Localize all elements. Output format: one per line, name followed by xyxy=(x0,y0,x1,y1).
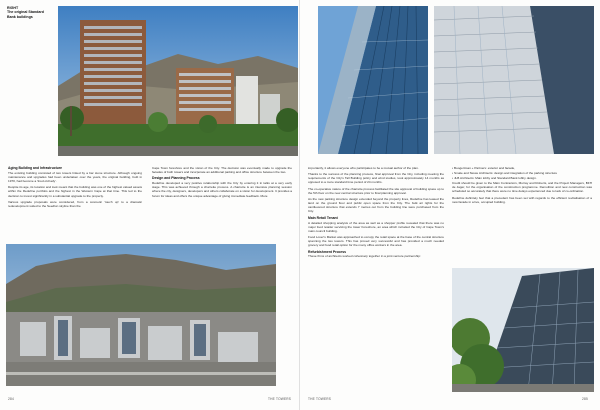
caption-line-2: Bank buildings xyxy=(7,14,33,19)
list-item: • Boogertman + Partners: exterior and facade, xyxy=(452,166,516,170)
photo-tower-street xyxy=(452,268,594,392)
paragraph: Redefine developed a very positive relationship with the City by entering it in talks at a very early stage. This was achieved through a charrette process. A charrette is an intensive planning session where the city, designers, developers and others collaborate on a vision for development. It provides a forum for ideas and offers the unique advantage of giving immediate feedback. More xyxy=(152,181,292,198)
photo-aerial-foreshore xyxy=(6,244,276,386)
heading-design: Design and Planning Process xyxy=(152,176,200,181)
photo-caption xyxy=(7,6,44,19)
paragraph: Despite its age, its location and look meant that the building was one of the highest valued assets within the Redefine portfolio and the highest in the Western Cape at that time. This led to the decision to invest significantly in a substantial upgrade to the property. xyxy=(8,185,142,198)
photo-tower-facade xyxy=(318,6,428,154)
architects-list xyxy=(452,166,592,180)
paragraph: Redefine definitely feel that a precedent has been set with regards to the efficient revitalisation of a new facade in a live, occupied building. xyxy=(452,195,592,204)
paragraph: A detailed shopping analysis of the area as well as a shopper profile revealed that there was no major food retailer servicing the lower Foreshore, an area which included the City of Cape Town's main council building. xyxy=(308,220,444,233)
paragraph: Thanks to the success of the planning process, final approval from the City, including meeting the requirements of the City's Tall Building policy and wind studies, took approximately 14 months as opposed to a more standard time period of 24 months. xyxy=(308,172,444,185)
list-item: • JLB Architects: Main lobby and Standard Bank lobby design. xyxy=(452,176,537,181)
paragraph: importantly, it allows everyone who participates to be a mutual author of the plan. xyxy=(308,166,419,170)
photo-tower-corner xyxy=(434,6,594,154)
page-number-right: 285 xyxy=(582,397,588,401)
right-column-2 xyxy=(452,166,592,206)
heading-retail: Main Retail Tenant xyxy=(308,215,338,220)
paragraph: As the new parking structure design extended beyond the property lines, Redefine has leased the land on the ground floor and public open space from the City. The bulk air rights for the cantilevered structure that extends 7 metres out from the building line were purchased from the City. xyxy=(308,197,444,214)
photo-original-buildings xyxy=(58,6,298,156)
paragraph: These firms of architects worked cohesively together in a joint venture partnership: xyxy=(308,254,421,259)
heading-refurbishment: Refurbishment Process xyxy=(308,249,347,254)
paragraph: Various upgrade proposals were considered, from a cosmetic 'touch up' to a dramatic redevelopment suited to the Seedlon skyline than the xyxy=(8,199,142,208)
running-title-right: THE TOWERS xyxy=(308,397,332,401)
heading-aging: Aging Building and Infrastructure xyxy=(8,166,63,170)
paragraph: Credit should be given to the Main Contractors, Murray and Roberts, and the Project Managers, BFH de Jager, for the organisation of the construction programme. Demolition and new construction was scheduled so accurately that there were no time delays experienced due to lack of co-ordination. xyxy=(452,181,592,194)
paragraph: The existing building consisted of two towers linked by a bar stone structure. Although ongoing maintenance and upgrades had been undertaken over the years, the original building, built in 1970, had become a 'tired old lady'. xyxy=(8,170,142,184)
paragraph: Cape Town foreshore and the vision of the City. The decision was eventually made to upgrade the facades of both towers and incorporate an additional parking and office structure between the two. xyxy=(152,166,292,175)
paragraph: The co-operative nature of the charrette process facilitated the site approval of building space up to the 5th floor on the new central structure prior to final planning approval. xyxy=(308,186,444,195)
running-title-left: THE TOWERS xyxy=(268,397,292,401)
right-page xyxy=(300,0,600,410)
left-column-1 xyxy=(8,166,142,210)
right-column-1 xyxy=(308,166,444,261)
page-number-left: 284 xyxy=(8,397,14,401)
caption-line-1: The original Standard xyxy=(7,10,44,15)
paragraph: Food Lover's Market was approached to occupy the retail space at the base of the central structure spanning the two towers. This has proved very successful and has provided a much needed grocery and food retail option for the many office workers in the area. xyxy=(308,235,444,248)
caption-key: RIGHT xyxy=(7,6,19,10)
left-column-2 xyxy=(152,166,292,200)
list-item: • Smale and Stowe Architects: design and integration of the parking structure xyxy=(452,171,558,176)
